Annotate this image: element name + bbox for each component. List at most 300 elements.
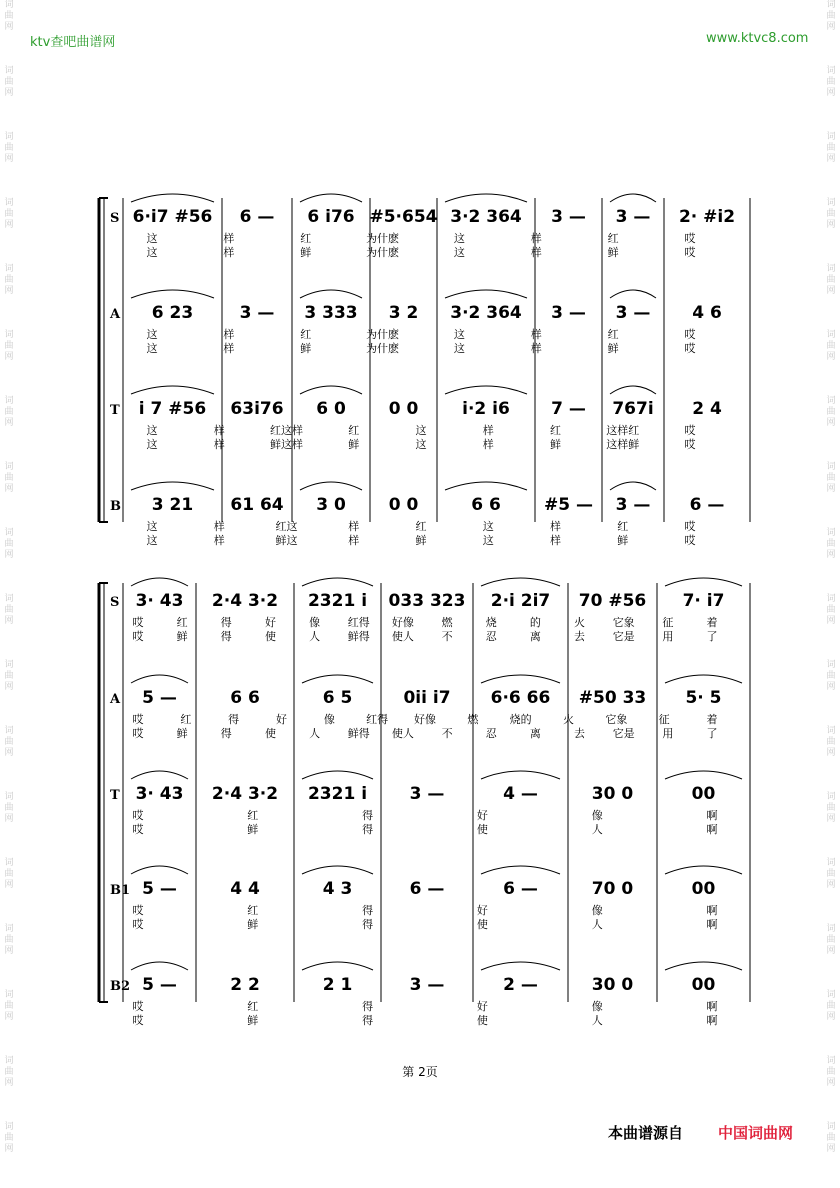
- watermark-char: 网: [4, 814, 14, 824]
- measure-notes: 0ii i7: [403, 688, 451, 708]
- watermark-char: 曲: [4, 143, 14, 153]
- slur: [665, 962, 742, 970]
- lyric-line1: 样: [530, 328, 542, 341]
- watermark-char: 曲: [4, 1067, 14, 1077]
- lyric-line2: 这: [146, 342, 158, 355]
- header-left: ktv查吧曲谱网: [30, 35, 116, 50]
- watermark-char: 词: [4, 726, 14, 736]
- lyric-line1: 燃: [441, 616, 453, 629]
- lyric-line1: 哎: [132, 1000, 144, 1013]
- lyric-line1: 好: [264, 616, 276, 629]
- watermark-char: 曲: [4, 737, 14, 747]
- lyric-line2: 了: [706, 630, 718, 643]
- lyric-line2: 忍: [485, 630, 497, 643]
- watermark-char: 曲: [4, 473, 14, 483]
- lyric-line1: 好: [476, 904, 488, 917]
- measure-notes: 00: [691, 879, 716, 899]
- lyric-line1: 啊: [706, 904, 718, 917]
- watermark-char: 曲: [4, 11, 14, 21]
- watermark-char: 词: [4, 132, 14, 142]
- watermark-char: 词: [4, 396, 14, 406]
- lyric-line2: 使: [264, 630, 276, 643]
- watermark-char: 网: [826, 550, 836, 560]
- lyric-line1: 这: [146, 424, 158, 437]
- measure-notes: 2 1: [322, 975, 353, 995]
- slur: [445, 482, 527, 490]
- watermark-char: 网: [826, 22, 836, 32]
- lyric-line2: 鲜: [247, 918, 259, 931]
- slur: [300, 482, 362, 490]
- lyric-line1: 像: [323, 713, 335, 726]
- slur: [131, 675, 188, 683]
- lyric-line1: 红: [300, 232, 312, 245]
- slur: [131, 771, 188, 779]
- part-label: A: [110, 692, 121, 707]
- lyric-line2: 啊: [706, 823, 718, 836]
- watermark-char: 词: [826, 1056, 836, 1066]
- lyric-line2: 哎: [132, 918, 144, 931]
- slur: [481, 771, 560, 779]
- watermark-char: 词: [4, 0, 14, 10]
- measure-notes: 4 4: [230, 879, 260, 899]
- lyric-line1: 为什麽: [366, 232, 400, 245]
- lyric-line2: 哎: [684, 342, 696, 355]
- measure-notes: 2· #i2: [678, 207, 736, 227]
- measure-notes: 3·2 364: [450, 207, 522, 227]
- lyric-line2: 人: [591, 918, 603, 931]
- watermark-char: 词: [826, 396, 836, 406]
- lyric-line2: 样: [213, 534, 225, 547]
- watermark-char: 网: [826, 880, 836, 890]
- measure-notes: 2 —: [503, 975, 538, 995]
- measure-notes: 033 323: [388, 591, 466, 611]
- lyric-line1: 红这样: [270, 424, 303, 437]
- lyric-line2: 鲜: [607, 246, 619, 259]
- lyric-line2: 得: [362, 918, 374, 931]
- lyric-line1: 样: [223, 232, 235, 245]
- watermark-char: 词: [4, 792, 14, 802]
- watermark-char: 曲: [4, 77, 14, 87]
- slur: [131, 194, 214, 202]
- lyric-line2: 用: [662, 630, 674, 643]
- measure-notes: 5 —: [142, 688, 177, 708]
- lyric-line2: 鲜: [550, 438, 561, 451]
- watermark-char: 曲: [826, 473, 836, 483]
- watermark-char: 曲: [826, 671, 836, 681]
- watermark-char: 曲: [826, 143, 836, 153]
- lyric-line1: 哎: [684, 424, 696, 437]
- watermark-char: 网: [826, 286, 836, 296]
- lyric-line2: 哎: [132, 727, 144, 740]
- lyric-line1: 这: [146, 328, 158, 341]
- measure-notes: 3 —: [239, 303, 275, 323]
- watermark-char: 曲: [826, 737, 836, 747]
- slur: [131, 290, 214, 298]
- lyric-line2: 鲜: [617, 534, 629, 547]
- watermark-char: 词: [4, 198, 14, 208]
- slur: [481, 578, 560, 586]
- watermark-char: 网: [4, 748, 14, 758]
- measure-notes: 6 —: [503, 879, 538, 899]
- lyric-line1: 哎: [132, 616, 144, 629]
- part-label: T: [110, 403, 120, 418]
- watermark-char: 曲: [826, 1001, 836, 1011]
- part-label: T: [110, 788, 120, 803]
- measure-notes: #50 33: [578, 688, 647, 708]
- measure-notes: 3 2: [388, 303, 419, 323]
- measure-notes: 6 —: [689, 495, 725, 515]
- watermark-char: 网: [4, 616, 14, 626]
- lyric-line2: 样: [223, 342, 235, 355]
- lyric-line2: 样: [348, 534, 360, 547]
- lyric-line1: 它象: [605, 713, 628, 726]
- watermark-char: 网: [4, 286, 14, 296]
- lyric-line2: 鲜: [176, 630, 188, 643]
- lyric-line1: 红: [180, 713, 192, 726]
- watermark-char: 词: [4, 1056, 14, 1066]
- lyric-line1: 的: [529, 616, 541, 629]
- lyric-line2: 忍: [485, 727, 497, 740]
- lyric-line2: 离: [529, 727, 541, 740]
- watermark-char: 词: [826, 198, 836, 208]
- measure-notes: 6 6: [230, 688, 260, 708]
- slur: [445, 386, 527, 394]
- lyric-line1: 得: [228, 713, 240, 726]
- lyric-line2: 样: [482, 438, 494, 451]
- lyric-line1: 得: [362, 904, 374, 917]
- watermark-char: 词: [826, 264, 836, 274]
- watermark-char: 网: [826, 88, 836, 98]
- measure-notes: 2·4 3·2: [211, 591, 279, 611]
- lyric-line1: 烧: [485, 616, 497, 629]
- slur: [481, 962, 560, 970]
- watermark-char: 网: [826, 484, 836, 494]
- watermark-char: 网: [826, 220, 836, 230]
- source-label: 本曲谱源自: [608, 1124, 684, 1142]
- watermark-char: 网: [826, 418, 836, 428]
- measure-notes: 6 —: [409, 879, 445, 899]
- slur: [300, 194, 362, 202]
- measure-notes: 2 2: [230, 975, 260, 995]
- measure-notes: 3 —: [409, 975, 445, 995]
- slur: [302, 675, 373, 683]
- watermark-char: 曲: [4, 671, 14, 681]
- measure-notes: 3 —: [551, 303, 586, 323]
- lyric-line1: 红: [300, 328, 312, 341]
- watermark-char: 网: [826, 616, 836, 626]
- watermark-char: 词: [826, 132, 836, 142]
- lyric-line1: 样: [530, 232, 542, 245]
- lyric-line2: 样: [530, 246, 542, 259]
- lyric-line2: 人: [591, 1014, 603, 1027]
- page-number: 第 2页: [402, 1065, 438, 1079]
- measure-notes: 6 i76: [307, 207, 355, 227]
- watermark-char: 曲: [4, 803, 14, 813]
- lyric-line1: 这: [453, 232, 465, 245]
- slur: [610, 290, 656, 298]
- watermark-char: 曲: [4, 275, 14, 285]
- slur: [665, 771, 742, 779]
- lyric-line1: 烧的: [509, 713, 532, 726]
- measure-notes: i·2 i6: [462, 399, 510, 419]
- lyric-line2: 鲜得: [347, 727, 370, 740]
- lyric-line2: 啊: [706, 1014, 718, 1027]
- lyric-line1: 这: [146, 520, 158, 533]
- slur: [665, 866, 742, 874]
- watermark-char: 曲: [826, 407, 836, 417]
- lyric-line1: 为什麽: [366, 328, 400, 341]
- measure-notes: 6 0: [316, 399, 346, 419]
- lyric-line1: 火: [563, 713, 574, 726]
- measure-notes: 6 23: [151, 303, 194, 323]
- lyric-line1: 着: [706, 713, 718, 726]
- measure-notes: 3 —: [551, 207, 586, 227]
- lyric-line1: 啊: [706, 1000, 718, 1013]
- slur: [302, 866, 373, 874]
- measure-notes: 2321 i: [307, 591, 368, 611]
- lyric-line1: 火: [574, 616, 586, 629]
- measure-notes: 2·i 2i7: [490, 591, 551, 611]
- lyric-line2: 使: [476, 1014, 488, 1027]
- watermark-char: 曲: [826, 605, 836, 615]
- lyric-line2: 鲜: [607, 342, 619, 355]
- measure-notes: 3· 43: [135, 591, 184, 611]
- watermark-char: 网: [4, 418, 14, 428]
- lyric-line2: 鲜: [300, 342, 312, 355]
- slur: [131, 386, 214, 394]
- watermark-char: 曲: [4, 341, 14, 351]
- slur: [302, 771, 373, 779]
- lyric-line1: 像: [591, 809, 603, 822]
- lyric-line1: 样: [348, 520, 360, 533]
- watermark-char: 词: [826, 924, 836, 934]
- measure-notes: 6·6 66: [490, 688, 551, 708]
- watermark-char: 曲: [4, 407, 14, 417]
- measure-notes: 0 0: [388, 399, 419, 419]
- measure-notes: 3 333: [304, 303, 358, 323]
- watermark-char: 词: [826, 726, 836, 736]
- lyric-line1: 得: [220, 616, 232, 629]
- watermark-char: 词: [826, 990, 836, 1000]
- watermark-char: 曲: [826, 1133, 836, 1143]
- watermark-char: 网: [826, 1144, 836, 1154]
- watermark-char: 网: [826, 1078, 836, 1088]
- lyric-line1: 红: [247, 809, 259, 822]
- watermark-char: 词: [826, 660, 836, 670]
- lyric-line2: 人: [309, 727, 321, 740]
- watermark-char: 词: [826, 528, 836, 538]
- watermark-char: 网: [4, 220, 14, 230]
- watermark-char: 词: [4, 462, 14, 472]
- measure-notes: 767i: [612, 399, 654, 419]
- measure-notes: #5 —: [544, 495, 593, 515]
- lyric-line1: 红: [607, 328, 619, 341]
- lyric-line2: 这: [146, 246, 158, 259]
- watermark-char: 曲: [4, 605, 14, 615]
- part-label: A: [110, 307, 121, 322]
- watermark-char: 曲: [826, 341, 836, 351]
- watermark-char: 曲: [4, 869, 14, 879]
- watermark-char: 曲: [826, 209, 836, 219]
- measure-notes: 63i76: [230, 399, 284, 419]
- lyric-line2: 鲜: [176, 727, 188, 740]
- lyric-line1: 这: [415, 424, 427, 437]
- lyric-line1: 着: [706, 616, 718, 629]
- watermark-char: 词: [4, 594, 14, 604]
- watermark-char: 词: [826, 330, 836, 340]
- watermark-char: 词: [826, 594, 836, 604]
- watermark-char: 网: [826, 1012, 836, 1022]
- lyric-line1: 样: [482, 424, 494, 437]
- measure-notes: 61 64: [230, 495, 284, 515]
- slur: [665, 675, 742, 683]
- watermark-char: 网: [4, 946, 14, 956]
- slur: [302, 578, 373, 586]
- lyric-line2: 哎: [132, 1014, 144, 1027]
- measure-notes: 5 —: [142, 879, 177, 899]
- lyric-line1: 征: [658, 713, 670, 726]
- measure-notes: 7 —: [551, 399, 586, 419]
- watermark-char: 词: [4, 1122, 14, 1132]
- slur: [131, 962, 188, 970]
- lyric-line1: 像: [309, 616, 321, 629]
- lyric-line1: 红: [550, 424, 561, 437]
- part-label: B1: [110, 883, 131, 898]
- slur: [445, 194, 527, 202]
- measure-notes: 3 —: [409, 784, 445, 804]
- part-label: B2: [110, 979, 131, 994]
- lyric-line2: 去: [574, 630, 586, 643]
- watermark-char: 曲: [826, 11, 836, 21]
- lyric-line2: 这: [453, 342, 465, 355]
- watermark-char: 网: [826, 682, 836, 692]
- watermark-char: 曲: [826, 275, 836, 285]
- lyric-line1: 得: [362, 809, 374, 822]
- lyric-line2: 鲜: [247, 823, 259, 836]
- lyric-line2: 使: [264, 727, 276, 740]
- watermark-char: 曲: [826, 1067, 836, 1077]
- lyric-line1: 得: [362, 1000, 374, 1013]
- watermark-char: 词: [4, 66, 14, 76]
- watermark-char: 词: [826, 462, 836, 472]
- lyric-line2: 样: [550, 534, 561, 547]
- lyric-line2: 用: [662, 727, 674, 740]
- lyric-line1: 样: [213, 520, 225, 533]
- lyric-line1: 好: [276, 713, 287, 726]
- lyric-line2: 这: [146, 534, 158, 547]
- lyric-line1: 燃: [467, 713, 479, 726]
- watermark-char: 网: [826, 154, 836, 164]
- measure-notes: i 7 #56: [138, 399, 207, 419]
- measure-notes: 2321 i: [307, 784, 368, 804]
- measure-notes: 4 3: [322, 879, 353, 899]
- measure-notes: 6·i7 #56: [132, 207, 213, 227]
- slur: [610, 482, 656, 490]
- measure-notes: 4 6: [692, 303, 722, 323]
- lyric-line1: 红: [247, 1000, 259, 1013]
- slur: [610, 194, 656, 202]
- lyric-line2: 鲜: [348, 438, 360, 451]
- watermark-char: 网: [4, 484, 14, 494]
- source-site: 中国词曲网: [718, 1124, 794, 1142]
- lyric-line2: 样: [530, 342, 542, 355]
- measure-notes: #5·654: [369, 207, 438, 227]
- watermark-char: 网: [4, 1078, 14, 1088]
- lyric-line2: 鲜这: [275, 534, 298, 547]
- watermark-char: 曲: [826, 803, 836, 813]
- measure-notes: 6 —: [239, 207, 275, 227]
- lyric-line2: 这: [453, 246, 465, 259]
- measure-notes: 3 —: [615, 207, 651, 227]
- lyric-line2: 去: [574, 727, 586, 740]
- lyric-line2: 人: [309, 630, 321, 643]
- lyric-line2: 不: [441, 727, 453, 740]
- watermark-char: 词: [4, 858, 14, 868]
- lyric-line1: 红: [415, 520, 427, 533]
- lyric-line1: 样: [550, 520, 561, 533]
- watermark-char: 词: [4, 660, 14, 670]
- slur: [481, 866, 560, 874]
- watermark-char: 词: [4, 990, 14, 1000]
- watermark-char: 词: [826, 792, 836, 802]
- lyric-line2: 不: [441, 630, 453, 643]
- measure-notes: 5· 5: [685, 688, 722, 708]
- watermark-char: 网: [4, 550, 14, 560]
- lyric-line2: 人: [591, 823, 603, 836]
- lyric-line2: 使: [476, 918, 488, 931]
- measure-notes: 0 0: [388, 495, 419, 515]
- lyric-line2: 这样鲜: [606, 438, 640, 451]
- lyric-line2: 为什麽: [366, 342, 400, 355]
- measure-notes: 5 —: [142, 975, 177, 995]
- watermark-char: 词: [4, 924, 14, 934]
- lyric-line2: 哎: [132, 823, 144, 836]
- measure-notes: 2·4 3·2: [211, 784, 279, 804]
- lyric-line2: 得: [220, 630, 232, 643]
- lyric-line2: 哎: [684, 246, 696, 259]
- measure-notes: 30 0: [591, 784, 634, 804]
- slur: [300, 386, 362, 394]
- lyric-line2: 样: [213, 438, 225, 451]
- watermark-char: 网: [4, 1012, 14, 1022]
- lyric-line1: 哎: [684, 232, 696, 245]
- watermark-char: 曲: [4, 935, 14, 945]
- measure-notes: 3 21: [151, 495, 194, 515]
- watermark-char: 词: [4, 528, 14, 538]
- lyric-line1: 哎: [684, 328, 696, 341]
- slur: [131, 482, 214, 490]
- watermark-char: 曲: [826, 869, 836, 879]
- watermark-char: 网: [826, 748, 836, 758]
- lyric-line1: 这样红: [606, 424, 640, 437]
- slur: [665, 578, 742, 586]
- lyric-line2: 离: [529, 630, 541, 643]
- lyric-line1: 像: [591, 1000, 603, 1013]
- watermark-char: 网: [4, 154, 14, 164]
- measure-notes: 2 4: [692, 399, 722, 419]
- watermark-char: 网: [826, 946, 836, 956]
- lyric-line1: 好像: [391, 616, 414, 629]
- lyric-line1: 红这: [275, 520, 298, 533]
- watermark-char: 词: [4, 330, 14, 340]
- measure-notes: 6 6: [471, 495, 501, 515]
- lyric-line2: 这: [146, 438, 158, 451]
- lyric-line1: 这: [146, 232, 158, 245]
- watermark-char: 网: [826, 814, 836, 824]
- slur: [481, 675, 560, 683]
- lyric-line2: 它是: [612, 727, 635, 740]
- header-right: www.ktvc8.com: [706, 31, 809, 46]
